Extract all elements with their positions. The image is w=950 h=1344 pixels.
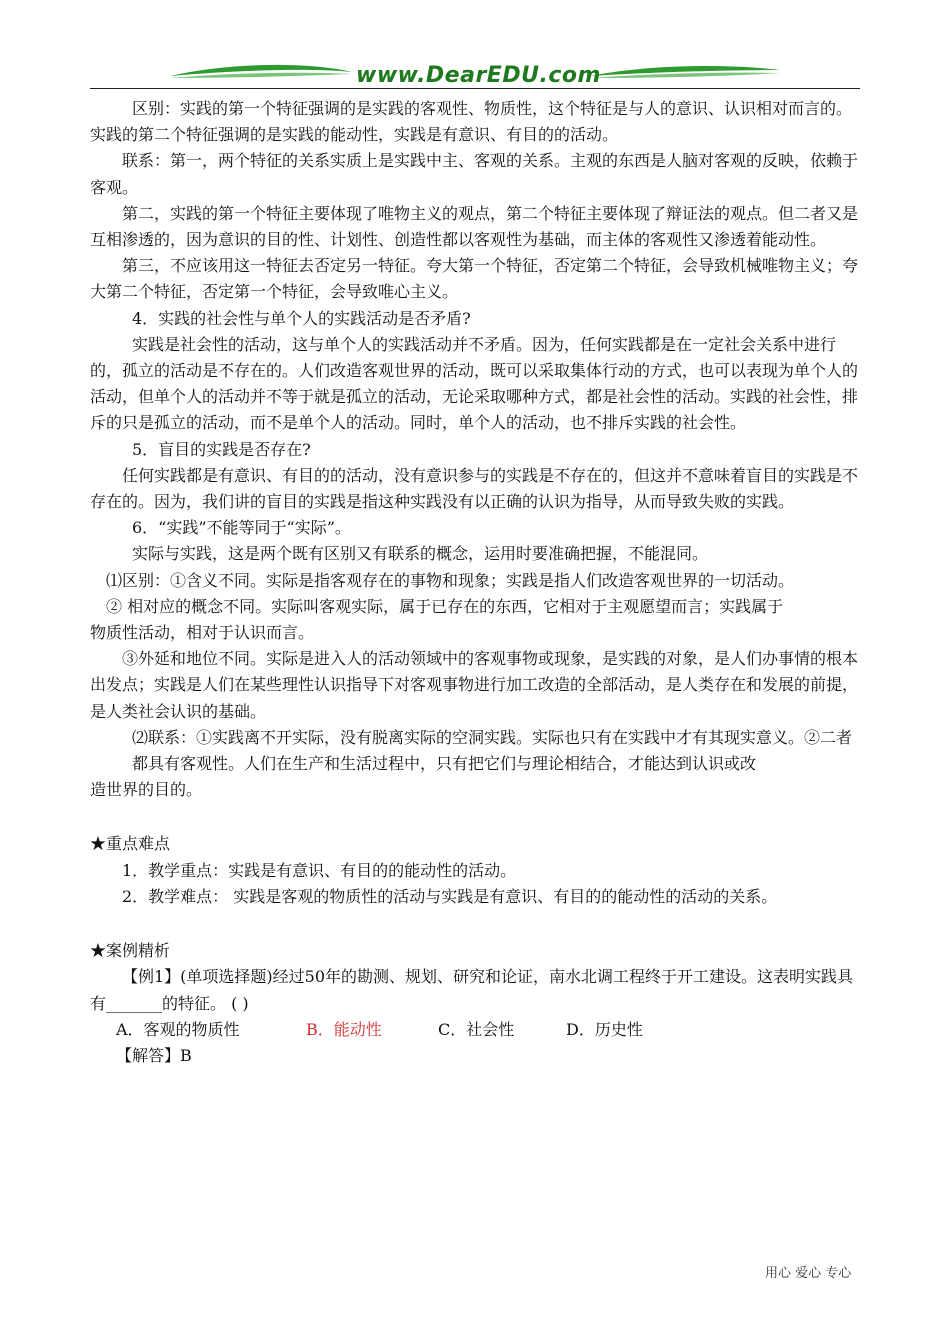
- option-a: A．客观的物质性: [116, 1019, 240, 1039]
- difference-item-2: ② 相对应的概念不同。实际叫客观实际，属于已存在的东西，它相对于主观愿望而言；实践属于: [106, 596, 784, 616]
- option-b: B．能动性: [306, 1019, 382, 1039]
- relation-items-cont: 造世界的目的。: [90, 780, 203, 800]
- difference-item-2-cont: 物质性活动，相对于认识而言。: [90, 623, 315, 643]
- answer-4: 实践是社会性的活动，这与单个人的实践活动并不矛盾。因为，任何实践都是在一定社会关系中进行的，孤立的活动是不存在的。人们改造客观世界的活动，既可以采取集体行动的方式，也可以表现为单个人的活动，但单个人的活动并不等于就是孤立的活动，无论采取哪种方式，都是社会性的活动。实践的社会性，排斥的只是孤立的活动，而不是单个人的活动。同时，单个人的活动，也不排斥实践的社会性。: [90, 334, 859, 433]
- paragraph-second: 第二，实践的第一个特征主要体现了唯物主义的观点，第二个特征主要体现了辩证法的观点。但二者又是互相渗透的，因为意识的目的性、计划性、创造性都以客观性为基础，而主体的客观性又渗透着能动性。: [90, 203, 859, 250]
- option-c: C．社会性: [438, 1019, 515, 1039]
- footer-slogan: 用心 爱心 专心: [765, 1266, 852, 1281]
- relation-items: ⑵联系：①实践离不开实际，没有脱离实际的空洞实践。实际也只有在实践中才有其现实意义。②二者都具有客观性。人们在生产和生活过程中，只有把它们与理论相结合，才能达到认识或改: [132, 727, 853, 774]
- key-point-1: 1．教学重点：实践是有意识、有目的的能动性的活动。: [122, 860, 517, 880]
- paragraph-third: 第三，不应该用这一特征去否定另一特征。夸大第一个特征，否定第二个特征，会导致机械唯物主义；夸大第二个特征，否定第一个特征，会导致唯心主义。: [90, 256, 859, 302]
- site-logo-text: www.DearEDU.com: [356, 63, 601, 88]
- paragraph-relation: 联系：第一，两个特征的关系实质上是实践中主、客观的关系。主观的东西是人脑对客观的反映，依赖于客观。: [90, 151, 859, 197]
- key-points-heading: ★重点难点: [90, 834, 171, 854]
- question-6: 6．“实践”不能等同于“实际”。: [132, 518, 351, 538]
- cases-heading: ★案例精析: [90, 941, 171, 961]
- option-d: D．历史性: [566, 1019, 643, 1039]
- example-answer: 【解答】B: [116, 1045, 192, 1065]
- difference-item-3: ③外延和地位不同。实际是进入人的活动领域中的客观事物或现象，是实践的对象，是人们办事情的根本出发点；实践是人们在某些理性认识指导下对客观事物进行加工改造的全部活动，是人类存在和发展的前提，是人类社会认识的基础。: [90, 649, 859, 721]
- difference-item-1: ⑴区别：①含义不同。实际是指客观存在的事物和现象；实践是指人们改造客观世界的一切活动。: [106, 570, 795, 590]
- document-body: [90, 96, 862, 1069]
- paragraph-difference: 区别：实践的第一个特征强调的是实践的客观性、物质性，这个特征是与人的意识、认识相对而言的。实践的第二个特征强调的是实践的能动性，实践是有意识、有目的的活动。: [90, 99, 853, 145]
- example-question: 【例1】(单项选择题)经过50年的勘测、规划、研究和论证，南水北调工程终于开工建设。这表明实践具有_______的特征。 ( ): [90, 967, 854, 1013]
- question-5: 5．盲目的实践是否存在?: [132, 439, 311, 459]
- question-4: 4．实践的社会性与单个人的实践活动是否矛盾?: [132, 308, 471, 328]
- header-divider: [90, 88, 860, 89]
- example-options: [90, 1017, 862, 1043]
- answer-5: 任何实践都是有意识、有目的的活动，没有意识参与的实践是不存在的，但这并不意味着盲目的实践是不存在的。因为，我们讲的盲目的实践是指这种实践没有以正确的认识为指导，从而导致失败的实践。: [90, 465, 859, 512]
- key-point-2: 2．教学难点： 实践是客观的物质性的活动与实践是有意识、有目的的能动性的活动的关系。: [122, 886, 778, 906]
- answer-6-intro: 实际与实践，这是两个既有区别又有联系的概念，运用时要准确把握，不能混同。: [132, 544, 709, 564]
